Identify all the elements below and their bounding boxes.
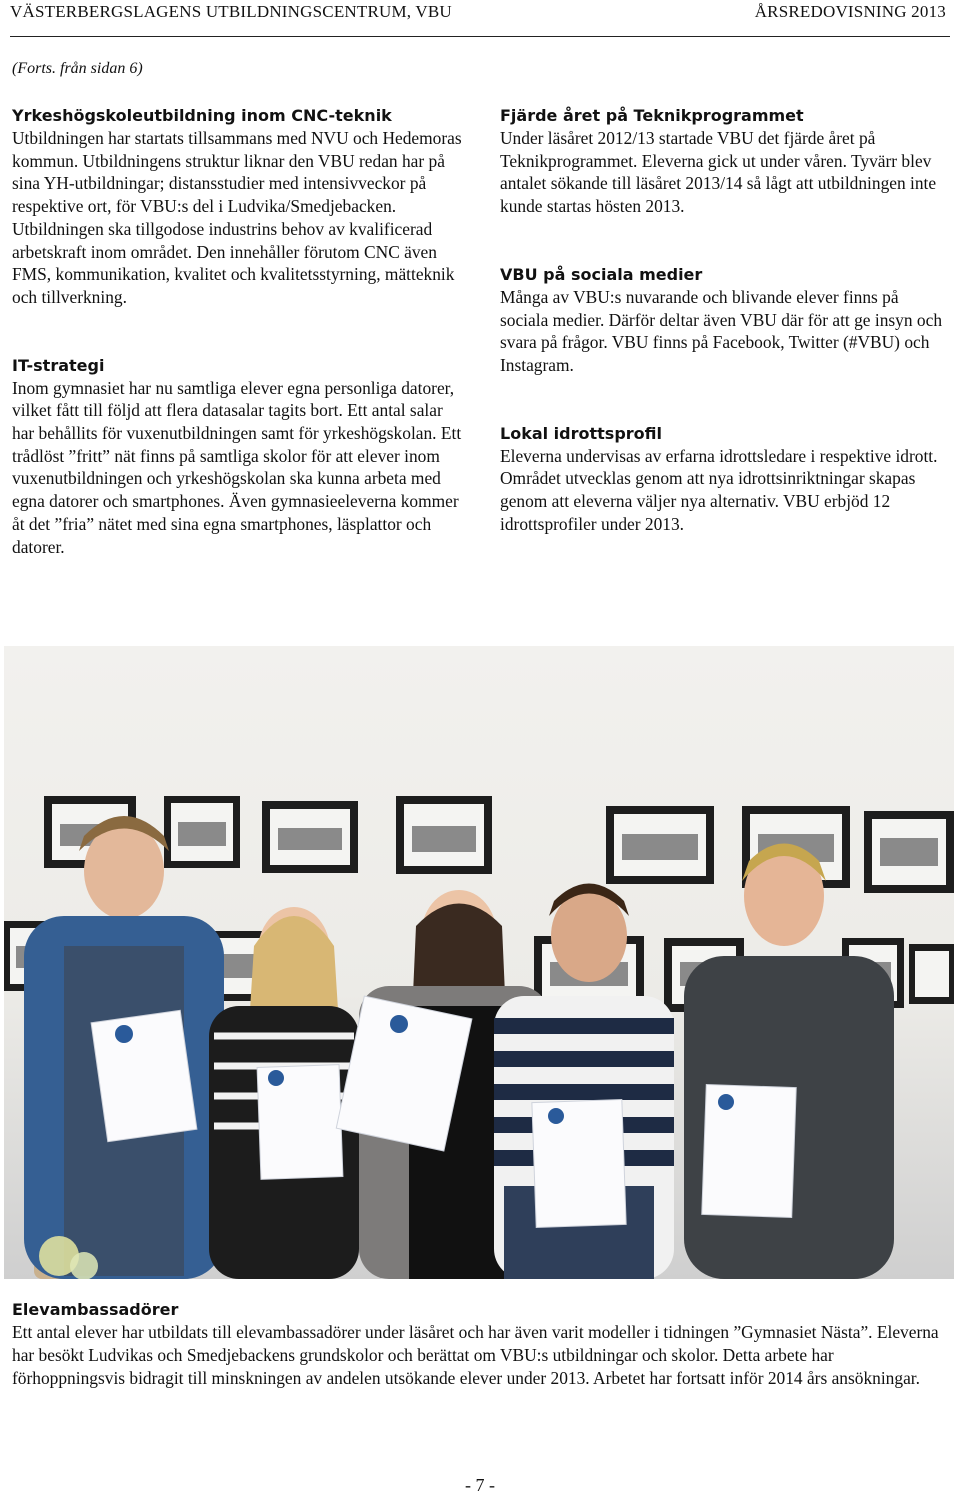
header-report-title: ÅRSREDOVISNING 2013	[754, 2, 946, 21]
page-number: - 7 -	[465, 1475, 495, 1495]
section-heading: Yrkeshögskoleutbildning inom CNC-teknik	[12, 106, 392, 125]
section-it-strategy	[12, 354, 468, 559]
section-heading: Fjärde året på Teknikprogrammet	[500, 106, 804, 125]
section-heading: VBU på sociala medier	[500, 264, 703, 284]
section-sports-profile	[500, 422, 950, 536]
section-text: Utbildningen har startats tillsammans med NVU och Hedemoras kommun. Utbildningens struktur liknar den VBU redan har på sina YH-utbildningar; distansstudier med intensivveckor på respektive ort, för VBU:s del i Ludvika/Smedjebacken. Utbildningen ska tillgodose industrins behov av kvalificerad arbetskraft inom området. Den innehåller förutom CNC även FMS, kommunikation, kvalitet och kvalitetsstyrning, mätteknik och tillverkning.	[12, 128, 462, 307]
section-text: Många av VBU:s nuvarande och blivande elever finns på sociala medier. Därför deltar även VBU där för att ge insyn och svara på frågor. VBU finns på Facebook, Twitter (#VBU) och Instagram.	[500, 286, 943, 375]
section-cnc	[12, 104, 468, 309]
left-column	[12, 104, 468, 603]
section-heading: IT-strategi	[12, 355, 105, 375]
section-text: Ett antal elever har utbildats till elevambassadörer under läsåret och har även varit modeller i tidningen ”Gymnasiet Nästa”. Eleverna har besökt Ludvikas och Smedjebackens grundskolor och berättat om VBU:s utbildningar och skolor. Detta arbete har förhoppningsvis bidragit till minskningen av andelen utsökande elever under 2013. Arbetet har fortsatt inför 2014 års ansökningar.	[12, 1322, 939, 1388]
section-heading: Elevambassadörer	[12, 1300, 179, 1319]
right-column	[500, 104, 950, 580]
section-teknikprogrammet	[500, 104, 950, 218]
section-text: Eleverna undervisas av erfarna idrottsledare i respektive idrott. Området utvecklas genom att nya idrottsinriktningar skapas genom att eleverna väljer nya alternativ. VBU erbjöd 12 idrottsprofiler under 2013.	[500, 445, 938, 534]
section-text: Inom gymnasiet har nu samtliga elever egna personliga datorer, vilket fått till följd att flera datasalar tagits bort. Ett antal salar har behållits för vuxenutbildningen samt för yrkeshögskolan. Ett trådlöst ”fritt” nät finns på samtliga skolor för att elever inom vuxenutbildningen och yrkeshögskolan ska kunna arbeta med egna datorer och smartphones. Även gymnasieeleverna kommer åt det ”fria” nätet med sina egna smartphones, läsplattor och datorer.	[12, 377, 462, 557]
continued-note: (Forts. från sidan 6)	[12, 60, 143, 77]
header-organization: VÄSTERBERGSLAGENS UTBILDNINGSCENTRUM, VBU	[10, 2, 452, 21]
student-ambassadors-photo	[4, 646, 954, 1279]
section-heading: Lokal idrottsprofil	[500, 423, 662, 443]
section-social-media	[500, 263, 950, 377]
page-header	[10, 0, 950, 37]
photo-illustration	[4, 646, 954, 1279]
section-ambassadors	[12, 1298, 948, 1389]
section-text: Under läsåret 2012/13 startade VBU det fjärde året på Teknikprogrammet. Eleverna gick ut under våren. Tyvärr blev antalet sökande till läsåret 2013/14 så lågt att utbildningen inte kunde startas hösten 2013.	[500, 128, 937, 217]
